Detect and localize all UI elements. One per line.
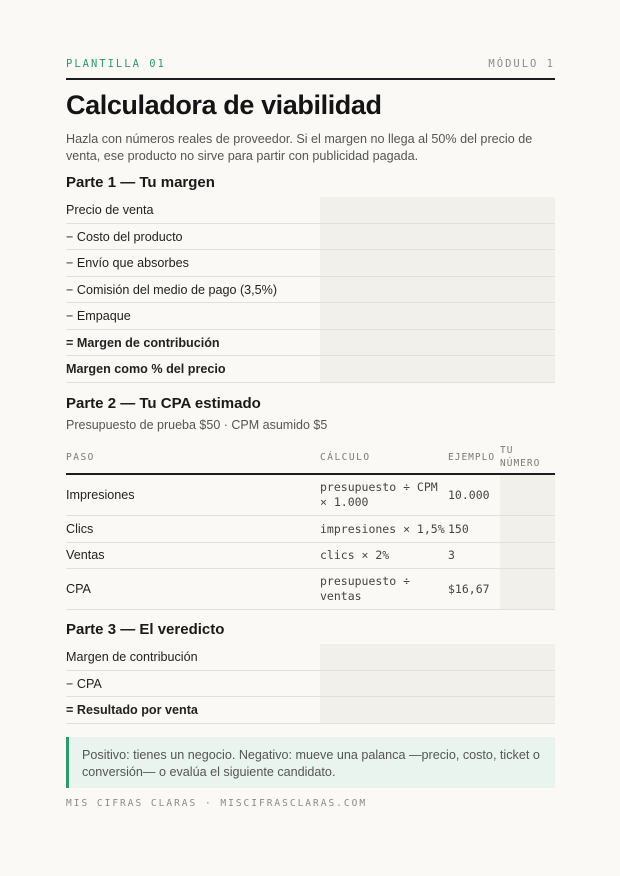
part2-title: Parte 2 — Tu CPA estimado: [66, 395, 261, 412]
input-margen-contribucion[interactable]: [320, 330, 555, 356]
paso-cell: Clics: [66, 522, 94, 536]
top-bar: [66, 58, 555, 80]
row-precio-venta: [66, 197, 555, 224]
header-numero-2: NÚMERO: [500, 458, 541, 469]
row-empaque: [66, 303, 555, 330]
cpa-table: [66, 443, 555, 610]
input-empaque[interactable]: [320, 303, 555, 329]
table-row-cpa: [66, 569, 555, 610]
row-margen-contribucion: [66, 330, 555, 357]
input-precio-venta[interactable]: [320, 197, 555, 223]
input-impresiones[interactable]: [500, 475, 555, 515]
intro-text: Hazla con números reales de proveedor. Si el margen no llega al 50% del precio de venta, ese producto no sirve para partir con publicidad pagada.: [66, 132, 533, 163]
module-label: MÓDULO 1: [488, 58, 555, 70]
calc-cell-line2: ventas: [320, 589, 362, 603]
table-row-impresiones: [66, 475, 555, 516]
row-margen-porcentaje: [66, 356, 555, 383]
row-margen-contribucion-final: [66, 644, 555, 671]
row-resultado: [66, 697, 555, 724]
paso-cell: CPA: [66, 582, 91, 596]
header-calculo: CÁLCULO: [320, 452, 371, 463]
row-label: − Empaque: [66, 309, 131, 323]
table-row-ventas: [66, 543, 555, 569]
table-row-clics: [66, 516, 555, 543]
row-label: = Resultado por venta: [66, 703, 198, 717]
row-costo-producto: [66, 224, 555, 251]
input-envio[interactable]: [320, 250, 555, 276]
ejemplo-cell: 3: [448, 548, 455, 562]
input-cpa-final[interactable]: [320, 671, 555, 697]
part2-subtitle: Presupuesto de prueba $50 · CPM asumido $5: [66, 418, 328, 432]
row-label: − Comisión del medio de pago (3,5%): [66, 282, 278, 297]
ejemplo-cell: 150: [448, 522, 469, 536]
row-label: Margen de contribución: [66, 650, 198, 664]
ejemplo-cell: $16,67: [448, 582, 490, 596]
input-comision[interactable]: [320, 277, 555, 303]
calc-cell-line1: presupuesto ÷ CPM: [320, 480, 438, 494]
row-envio: [66, 250, 555, 277]
header-numero-1: TU: [500, 445, 514, 456]
row-label: − Envío que absorbes: [66, 256, 189, 270]
header-ejemplo: EJEMPLO: [448, 452, 496, 463]
verdict-note-text: Positivo: tienes un negocio. Negativo: mueve una palanca —precio, costo, ticket o conversión— o evalúa el siguiente candidato.: [82, 748, 540, 779]
verdict-note: [66, 737, 555, 788]
row-comision: [66, 277, 555, 304]
part3-table: [66, 644, 555, 724]
input-margen-porcentaje[interactable]: [320, 356, 555, 382]
row-label: Precio de venta: [66, 203, 154, 217]
row-label: Margen como % del precio: [66, 362, 226, 376]
calc-cell-line2: × 1.000: [320, 495, 369, 509]
part1-title: Parte 1 — Tu margen: [66, 174, 215, 191]
calc-cell-line1: clics × 2%: [320, 548, 390, 562]
paso-cell: Impresiones: [66, 488, 135, 502]
table-header: [66, 443, 555, 475]
part1-table: [66, 197, 555, 383]
row-label: − Costo del producto: [66, 229, 183, 244]
row-cpa-final: [66, 671, 555, 698]
template-label: PLANTILLA 01: [66, 58, 166, 70]
part3-title: Parte 3 — El veredicto: [66, 621, 225, 638]
header-paso: PASO: [66, 452, 95, 463]
paso-cell: Ventas: [66, 548, 105, 562]
footer: MIS CIFRAS CLARAS · MISCIFRASCLARAS.COM: [66, 798, 368, 809]
input-ventas[interactable]: [500, 543, 555, 568]
row-label: = Margen de contribución: [66, 335, 220, 350]
ejemplo-cell: 10.000: [448, 488, 490, 502]
calc-cell-line1: presupuesto ÷: [320, 574, 411, 588]
input-margen-final[interactable]: [320, 644, 555, 670]
input-resultado[interactable]: [320, 697, 555, 723]
page-title: Calculadora de viabilidad: [66, 90, 382, 120]
input-costo-producto[interactable]: [320, 224, 555, 250]
row-label: − CPA: [66, 676, 102, 691]
calc-cell-line1: impresiones × 1,5%: [320, 522, 445, 536]
input-clics[interactable]: [500, 516, 555, 542]
input-cpa[interactable]: [500, 569, 555, 609]
